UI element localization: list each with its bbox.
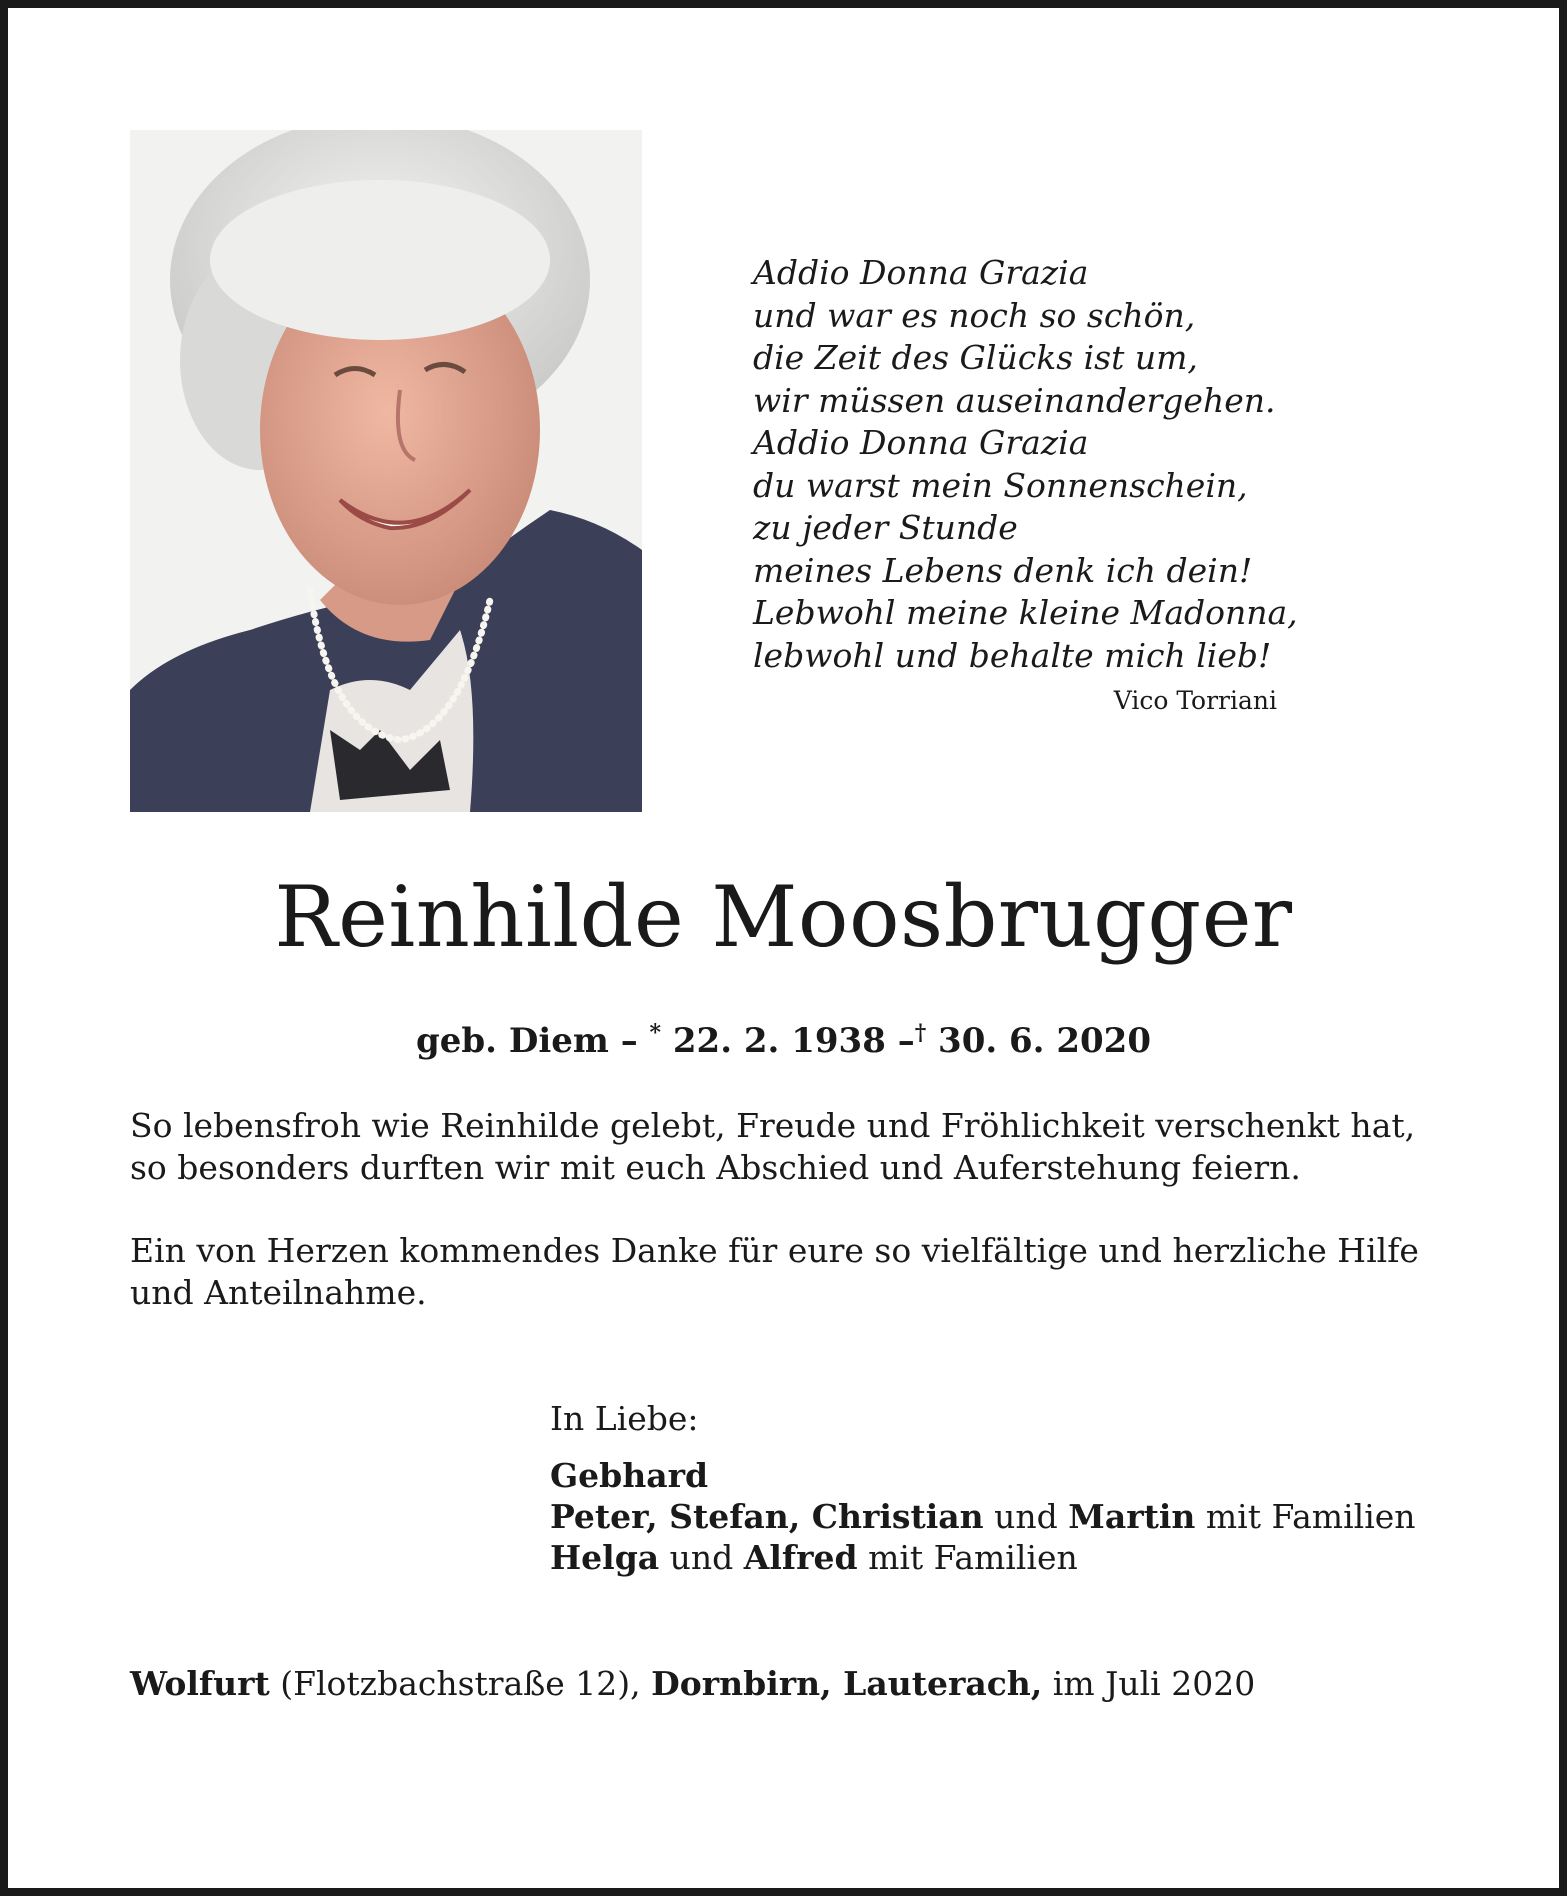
town-name: Wolfurt bbox=[130, 1664, 270, 1703]
poem-line: wir müssen auseinandergehen. bbox=[753, 380, 1276, 420]
maiden-name: geb. Diem – bbox=[416, 1021, 650, 1061]
poem-author: Vico Torriani bbox=[1113, 686, 1277, 715]
mourners-line bbox=[550, 1496, 1450, 1537]
life-dates bbox=[0, 1020, 1567, 1061]
connector-text: mit Familien bbox=[857, 1538, 1078, 1577]
poem-line: Addio Donna Grazia bbox=[753, 253, 1089, 292]
birth-symbol: * bbox=[649, 1020, 662, 1046]
death-date: 30. 6. 2020 bbox=[926, 1021, 1151, 1061]
place-and-date bbox=[130, 1664, 1460, 1703]
poem-line: zu jeder Stunde bbox=[753, 508, 1018, 547]
mourner-name: Gebhard bbox=[550, 1456, 709, 1495]
mourner-name: Helga bbox=[550, 1538, 660, 1577]
death-symbol: † bbox=[914, 1020, 927, 1046]
mourner-name: Peter, Stefan, Christian bbox=[550, 1497, 984, 1536]
tribute-paragraph bbox=[130, 1105, 1460, 1189]
poem-line: lebwohl und behalte mich lieb! bbox=[753, 635, 1272, 675]
publication-date: im Juli 2020 bbox=[1042, 1664, 1256, 1703]
tribute-line: So lebensfroh wie Reinhilde gelebt, Freude und Fröhlichkeit verschenkt hat, bbox=[130, 1106, 1416, 1145]
mourners-line bbox=[550, 1455, 1450, 1496]
poem-line: du warst mein Sonnenschein, bbox=[753, 465, 1248, 505]
date-separator: – bbox=[897, 1021, 915, 1061]
connector-text: und bbox=[659, 1538, 744, 1577]
connector-text: mit Familien bbox=[1195, 1497, 1416, 1536]
portrait-photo bbox=[130, 130, 642, 812]
thanks-line: und Anteilnahme. bbox=[130, 1273, 427, 1312]
mourners-lead: In Liebe: bbox=[550, 1399, 699, 1438]
poem-line: und war es noch so schön, bbox=[753, 295, 1196, 335]
address: (Flotzbachstraße 12), bbox=[269, 1664, 652, 1703]
mourners-line bbox=[550, 1537, 1450, 1578]
thanks-paragraph bbox=[130, 1230, 1460, 1314]
poem-line: Addio Donna Grazia bbox=[753, 423, 1089, 462]
tribute-line: so besonders durften wir mit euch Abschied und Auferstehung feiern. bbox=[130, 1148, 1301, 1187]
poem-line: Lebwohl meine kleine Madonna, bbox=[753, 593, 1298, 632]
memorial-poem bbox=[753, 252, 1313, 677]
mourner-name: Alfred bbox=[743, 1538, 858, 1577]
deceased-name: Reinhilde Moosbrugger bbox=[274, 868, 1293, 966]
poem-line: meines Lebens denk ich dein! bbox=[753, 550, 1253, 590]
other-towns: Dornbirn, Lauterach, bbox=[651, 1664, 1043, 1703]
birth-date: 22. 2. 1938 bbox=[661, 1021, 898, 1061]
mourner-name: Martin bbox=[1068, 1497, 1196, 1536]
poem-line: die Zeit des Glücks ist um, bbox=[753, 338, 1198, 377]
thanks-line: Ein von Herzen kommendes Danke für eure so vielfältige und herzliche Hilfe bbox=[130, 1231, 1419, 1270]
mourners-block bbox=[550, 1398, 1450, 1578]
connector-text: und bbox=[983, 1497, 1069, 1536]
